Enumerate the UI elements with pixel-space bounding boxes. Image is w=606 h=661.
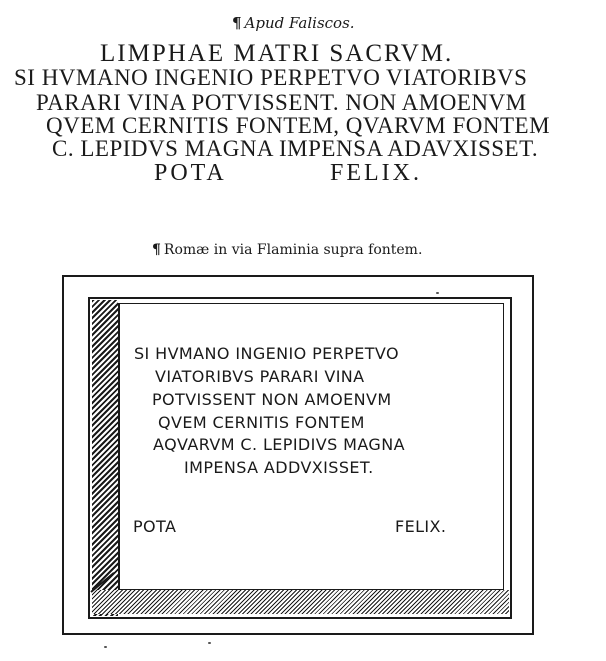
tablet-inscription-line-3: POTVISSENT NON AMOENVM bbox=[152, 390, 392, 409]
heading-romae-via-flaminia bbox=[152, 242, 422, 258]
tablet-closing-felix: FELIX. bbox=[395, 517, 447, 536]
tablet-inscription-line-2: VIATORIBVS PARARI VINA bbox=[155, 367, 365, 386]
pilcrow-icon: ¶ bbox=[232, 14, 242, 32]
tablet-inscription-line-6: IMPENSA ADDVXISSET. bbox=[184, 458, 374, 477]
tablet-closing-pota: POTA bbox=[133, 517, 177, 536]
print-speck bbox=[436, 292, 439, 294]
tablet-inscription-line-1: SI HVMANO INGENIO PERPETVO bbox=[134, 344, 399, 363]
tablet-inscription-line-4: QVEM CERNITIS FONTEM bbox=[158, 413, 365, 432]
heading-apud-faliscos bbox=[232, 14, 355, 32]
top-inscription-line-2: SI HVMANO INGENIO PERPETVO VIATORIBVS bbox=[14, 65, 528, 90]
top-inscription-line-1: LIMPHAE MATRI SACRVM. bbox=[100, 40, 454, 67]
heading2-text: Romæ in via Flaminia supra fontem. bbox=[163, 242, 423, 258]
heading1-text: Apud Faliscos. bbox=[244, 14, 355, 32]
top-inscription-line-3: PARARI VINA POTVISSENT. NON AMOENVM bbox=[36, 90, 527, 115]
top-closing-felix: FELIX. bbox=[330, 160, 422, 186]
tablet-inscription-line-5: AQVARVM C. LEPIDIVS MAGNA bbox=[153, 435, 405, 454]
print-speck bbox=[208, 642, 211, 644]
top-inscription-line-4: QVEM CERNITIS FONTEM, QVARVM FONTEM bbox=[46, 113, 551, 138]
tablet-shading-bottom bbox=[92, 590, 509, 614]
print-speck bbox=[104, 646, 107, 648]
top-inscription-line-5: C. LEPIDVS MAGNA IMPENSA ADAVXISSET. bbox=[52, 136, 539, 161]
tablet-shading-left bbox=[92, 300, 118, 616]
pilcrow-icon: ¶ bbox=[152, 242, 161, 258]
top-closing-pota: POTA bbox=[154, 160, 227, 186]
